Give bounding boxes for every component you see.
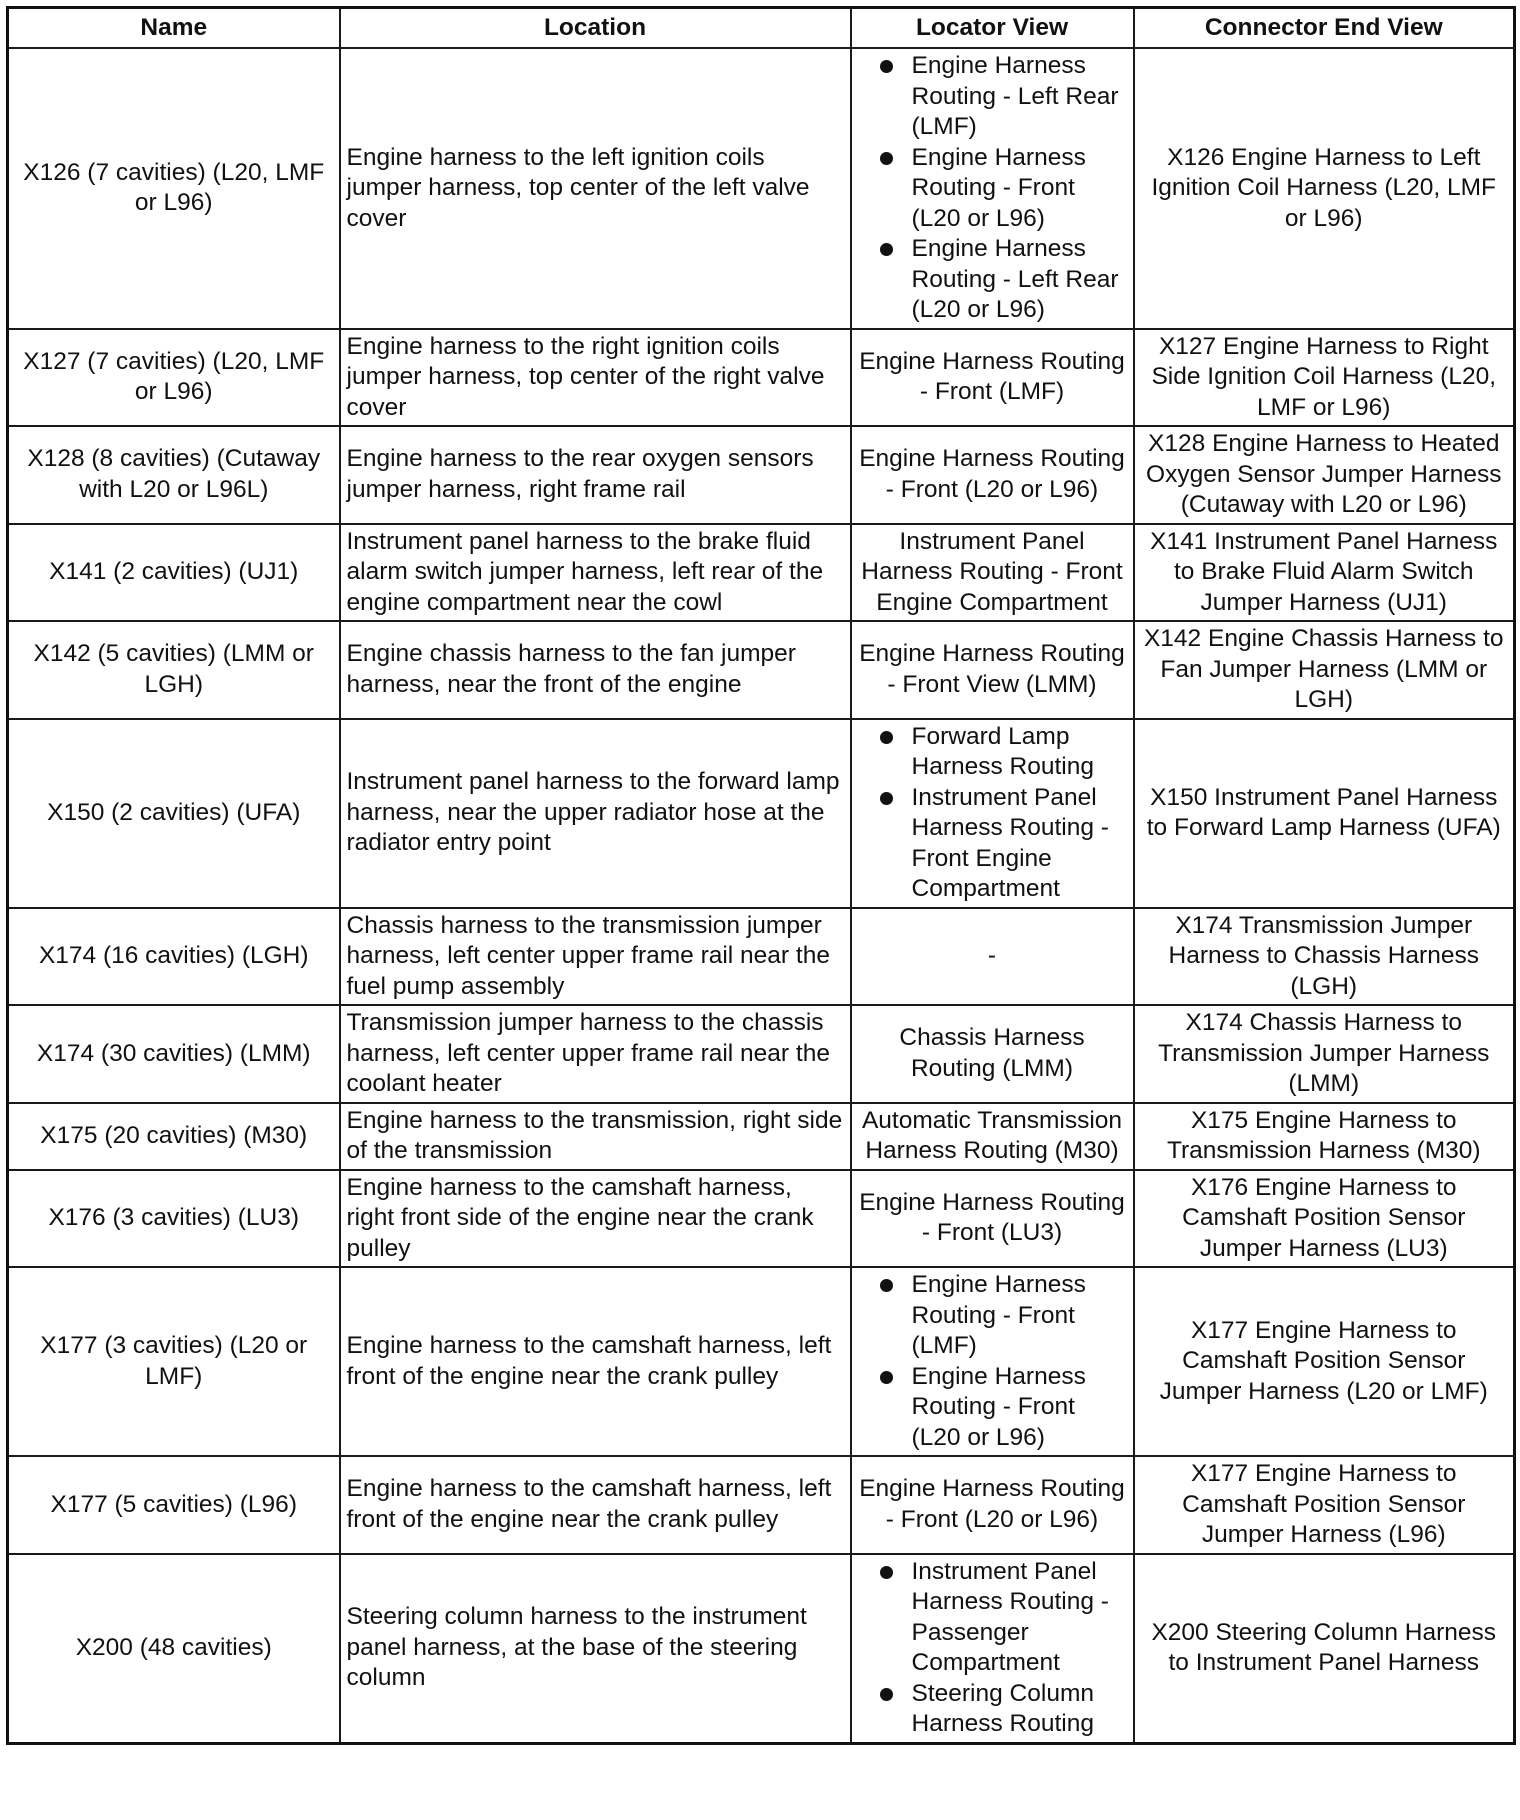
cell-locator-view: Engine Harness Routing - Front (L20 or L96)	[851, 426, 1134, 524]
cell-name: X176 (3 cavities) (LU3)	[8, 1170, 340, 1268]
cell-connector-end-view: X174 Chassis Harness to Transmission Jumper Harness (LMM)	[1134, 1005, 1515, 1103]
locator-list	[858, 51, 1127, 326]
header-connector-end-view: Connector End View	[1134, 8, 1515, 49]
cell-location: Engine harness to the left ignition coils jumper harness, top center of the left valve cover	[340, 48, 851, 329]
locator-link-text: Steering Column Harness Routing	[911, 1679, 1094, 1737]
cell-connector-end-view: X175 Engine Harness to Transmission Harness (M30)	[1134, 1103, 1515, 1170]
cell-connector-end-view: X176 Engine Harness to Camshaft Position Sensor Jumper Harness (LU3)	[1134, 1170, 1515, 1268]
bullet-icon	[880, 731, 893, 744]
locator-list-item	[858, 234, 1127, 326]
cell-location: Chassis harness to the transmission jumper harness, left center upper frame rail near the fuel pump assembly	[340, 908, 851, 1006]
locator-link-text: Engine Harness Routing - Left Rear (LMF)	[911, 52, 1119, 140]
cell-location: Engine harness to the camshaft harness, left front of the engine near the crank pulley	[340, 1267, 851, 1456]
cell-name: X175 (20 cavities) (M30)	[8, 1103, 340, 1170]
cell-name: X177 (5 cavities) (L96)	[8, 1456, 340, 1554]
table-row	[8, 1103, 1515, 1170]
locator-list-item	[858, 51, 1127, 143]
cell-connector-end-view: X150 Instrument Panel Harness to Forward Lamp Harness (UFA)	[1134, 719, 1515, 908]
cell-name: X150 (2 cavities) (UFA)	[8, 719, 340, 908]
cell-location: Engine harness to the right ignition coils jumper harness, top center of the right valve cover	[340, 329, 851, 427]
cell-location: Instrument panel harness to the brake fluid alarm switch jumper harness, left rear of the engine compartment near the cowl	[340, 524, 851, 622]
cell-connector-end-view: X177 Engine Harness to Camshaft Position Sensor Jumper Harness (L20 or LMF)	[1134, 1267, 1515, 1456]
table-row	[8, 908, 1515, 1006]
locator-list-item	[858, 722, 1127, 783]
locator-link-text: Forward Lamp Harness Routing	[911, 722, 1094, 780]
cell-name: X128 (8 cavities) (Cutaway with L20 or L96L)	[8, 426, 340, 524]
connector-table	[6, 6, 1516, 1745]
cell-name: X174 (16 cavities) (LGH)	[8, 908, 340, 1006]
cell-location: Engine harness to the camshaft harness, right front side of the engine near the crank pulley	[340, 1170, 851, 1268]
cell-name: X141 (2 cavities) (UJ1)	[8, 524, 340, 622]
table-row	[8, 426, 1515, 524]
locator-list	[858, 1270, 1127, 1453]
locator-link-text: Engine Harness Routing - Front (L20 or L96)	[911, 1362, 1086, 1451]
locator-link-text: Engine Harness Routing - Left Rear (L20 or L96)	[911, 235, 1119, 323]
header-location: Location	[340, 8, 851, 49]
cell-connector-end-view: X126 Engine Harness to Left Ignition Coil Harness (L20, LMF or L96)	[1134, 48, 1515, 329]
locator-list	[858, 1557, 1127, 1740]
locator-link-text: Instrument Panel Harness Routing - Passenger Compartment	[911, 1557, 1109, 1676]
locator-list-item	[858, 1679, 1127, 1740]
bullet-icon	[880, 1371, 893, 1384]
bullet-icon	[880, 1279, 893, 1292]
cell-locator-view: Instrument Panel Harness Routing - Front Engine Compartment	[851, 524, 1134, 622]
table-row	[8, 1170, 1515, 1268]
cell-connector-end-view: X128 Engine Harness to Heated Oxygen Sensor Jumper Harness (Cutaway with L20 or L96)	[1134, 426, 1515, 524]
cell-locator-view: Engine Harness Routing - Front (LMF)	[851, 329, 1134, 427]
header-row	[8, 8, 1515, 49]
cell-location: Engine harness to the camshaft harness, left front of the engine near the crank pulley	[340, 1456, 851, 1554]
cell-name: X126 (7 cavities) (L20, LMF or L96)	[8, 48, 340, 329]
header-locator-view: Locator View	[851, 8, 1134, 49]
table-row	[8, 719, 1515, 908]
cell-locator-view	[851, 1554, 1134, 1744]
bullet-icon	[880, 792, 893, 805]
cell-locator-view: Engine Harness Routing - Front (LU3)	[851, 1170, 1134, 1268]
cell-location: Engine harness to the transmission, right side of the transmission	[340, 1103, 851, 1170]
locator-list	[858, 722, 1127, 905]
table-row	[8, 524, 1515, 622]
locator-list-item	[858, 783, 1127, 905]
table-row	[8, 1456, 1515, 1554]
cell-locator-view: Automatic Transmission Harness Routing (M30)	[851, 1103, 1134, 1170]
cell-locator-view: -	[851, 908, 1134, 1006]
bullet-icon	[880, 1566, 893, 1579]
cell-location: Steering column harness to the instrument panel harness, at the base of the steering column	[340, 1554, 851, 1744]
cell-name: X142 (5 cavities) (LMM or LGH)	[8, 621, 340, 719]
table-row	[8, 329, 1515, 427]
locator-list-item	[858, 143, 1127, 235]
locator-list-item	[858, 1362, 1127, 1454]
cell-connector-end-view: X142 Engine Chassis Harness to Fan Jumper Harness (LMM or LGH)	[1134, 621, 1515, 719]
cell-location: Engine chassis harness to the fan jumper harness, near the front of the engine	[340, 621, 851, 719]
cell-connector-end-view: X174 Transmission Jumper Harness to Chassis Harness (LGH)	[1134, 908, 1515, 1006]
cell-connector-end-view: X141 Instrument Panel Harness to Brake Fluid Alarm Switch Jumper Harness (UJ1)	[1134, 524, 1515, 622]
locator-link-text: Instrument Panel Harness Routing - Front Engine Compartment	[911, 783, 1109, 902]
table-row	[8, 1554, 1515, 1744]
cell-locator-view	[851, 1267, 1134, 1456]
locator-link-text: Engine Harness Routing - Front (LMF)	[911, 1271, 1086, 1359]
cell-locator-view: Chassis Harness Routing (LMM)	[851, 1005, 1134, 1103]
cell-locator-view	[851, 719, 1134, 908]
bullet-icon	[880, 243, 893, 256]
locator-list-item	[858, 1557, 1127, 1679]
cell-connector-end-view: X200 Steering Column Harness to Instrument Panel Harness	[1134, 1554, 1515, 1744]
cell-name: X200 (48 cavities)	[8, 1554, 340, 1744]
header-name: Name	[8, 8, 340, 49]
table-row	[8, 1267, 1515, 1456]
bullet-icon	[880, 60, 893, 73]
table-row	[8, 48, 1515, 329]
table-row	[8, 621, 1515, 719]
cell-location: Engine harness to the rear oxygen sensors jumper harness, right frame rail	[340, 426, 851, 524]
cell-locator-view: Engine Harness Routing - Front View (LMM)	[851, 621, 1134, 719]
cell-name: X127 (7 cavities) (L20, LMF or L96)	[8, 329, 340, 427]
cell-connector-end-view: X177 Engine Harness to Camshaft Position Sensor Jumper Harness (L96)	[1134, 1456, 1515, 1554]
cell-location: Instrument panel harness to the forward lamp harness, near the upper radiator hose at the radiator entry point	[340, 719, 851, 908]
table-row	[8, 1005, 1515, 1103]
locator-list-item	[858, 1270, 1127, 1362]
table-body	[8, 48, 1515, 1743]
cell-name: X174 (30 cavities) (LMM)	[8, 1005, 340, 1103]
bullet-icon	[880, 152, 893, 165]
cell-locator-view	[851, 48, 1134, 329]
locator-link-text: Engine Harness Routing - Front (L20 or L96)	[911, 143, 1086, 232]
cell-connector-end-view: X127 Engine Harness to Right Side Ignition Coil Harness (L20, LMF or L96)	[1134, 329, 1515, 427]
bullet-icon	[880, 1688, 893, 1701]
cell-location: Transmission jumper harness to the chassis harness, left center upper frame rail near the coolant heater	[340, 1005, 851, 1103]
cell-name: X177 (3 cavities) (L20 or LMF)	[8, 1267, 340, 1456]
cell-locator-view: Engine Harness Routing - Front (L20 or L96)	[851, 1456, 1134, 1554]
